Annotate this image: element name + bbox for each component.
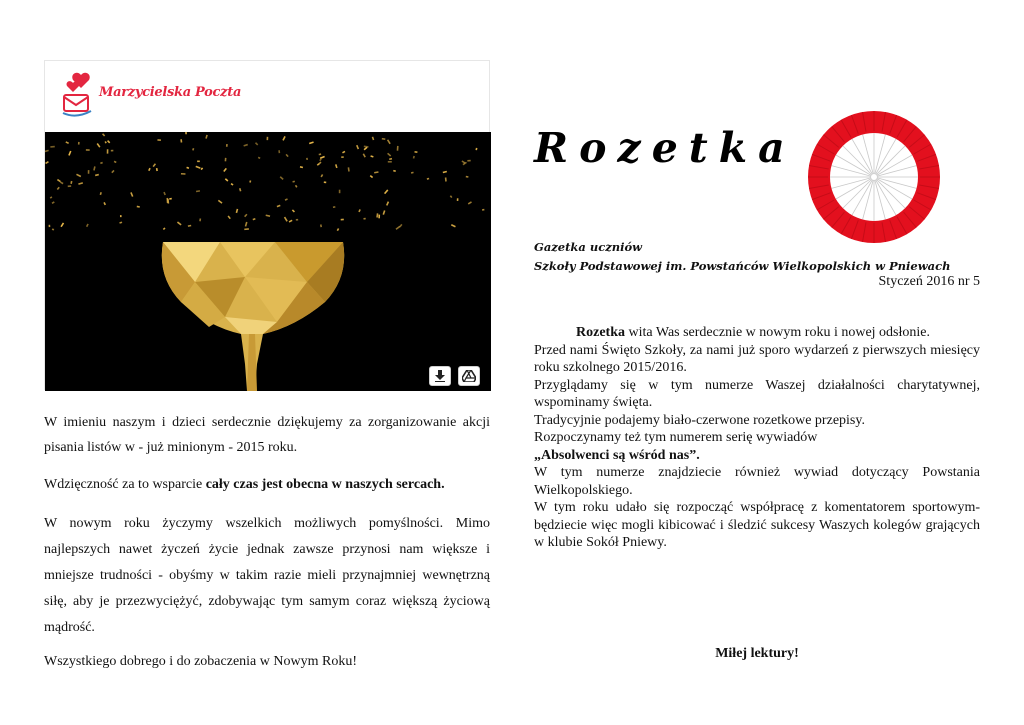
newsletter-title: Rozetka: [534, 124, 796, 172]
farewell-paragraph: Wszystkiego dobrego i do zobaczenia w Nowym Roku!: [44, 654, 357, 669]
new-year-wishes-paragraph: W nowym roku życzymy wszelkich możliwych pomyślności. Mimo najlepszych nawet życzeń życie jednak zawsze przynosi nam większe i mniejsze trudności - obyśmy w takim razie mieli przynajmniej wewnętrzną siłę, aby je przezwyciężyć, zdobywając tym samym coraz większą życiową mądrość.: [44, 516, 490, 635]
download-icon: [435, 370, 445, 382]
banner-illustration: [45, 132, 491, 391]
intro-line-uprising: W tym numerze znajdziecie również wywiad dotyczący Powstania Wielkopolskiego.: [534, 465, 980, 498]
intro-line-charity: Przyglądamy się w tym numerze Waszej działalności charytatywnej, wspominamy święta.: [534, 377, 980, 410]
logo-bar: [45, 61, 489, 132]
marzycielska-poczta-logo-icon: [61, 71, 95, 117]
gratitude-emphasis: cały czas jest obecna w naszych sercach.: [205, 477, 445, 492]
thank-you-paragraph: W imieniu naszym i dzieci serdecznie dziękujemy za zorganizowanie akcji pisania listów w - już minionym - 2015 roku.: [44, 415, 490, 455]
intro-text: [534, 324, 980, 552]
drive-icon: [462, 370, 476, 382]
subtitle-school: Szkoły Podstawowej im. Powstańców Wielkopolskich w Pniewach: [534, 259, 951, 273]
marzycielska-poczta-image: [44, 60, 490, 390]
champagne-glass-banner: [45, 132, 491, 391]
closing-text: Miłej lektury!: [715, 646, 799, 661]
intro-line-events: Przed nami Święto Szkoły, za nami już sporo wydarzeń z pierwszych miesięcy roku szkolnego 2015/2016.: [534, 342, 980, 375]
issue-info: Styczeń 2016 nr 5: [878, 274, 980, 289]
gratitude-text: Wdzięczność za to wsparcie: [44, 477, 206, 492]
intro-line-sports: W tym roku udało się rozpocząć współpracę z komentatorem sportowym- będziecie więc mogli kibicować i śledzić sukcesy Waszych kolegów grających w klubie Sokół Pniewy.: [534, 500, 980, 550]
subtitle-newsletter: Gazetka uczniów: [534, 240, 643, 254]
gratitude-paragraph: [44, 472, 490, 497]
logo-text: Marzycielska Poczta: [99, 85, 242, 100]
intro-line-series-title: „Absolwenci są wśród nas”.: [534, 447, 700, 463]
rosette-icon: [806, 109, 942, 245]
intro-lead-name: Rozetka: [576, 325, 625, 340]
download-button[interactable]: [429, 366, 451, 386]
intro-welcome-text: wita Was serdecznie w nowym roku i nowej odsłonie.: [625, 325, 930, 340]
drive-button[interactable]: [458, 366, 480, 386]
intro-line-welcome: [534, 324, 980, 342]
intro-line-interviews: Rozpoczynamy też tym numerem serię wywiadów: [534, 430, 818, 445]
intro-line-recipes: Tradycyjnie podajemy biało-czerwone rozetkowe przepisy.: [534, 412, 865, 428]
